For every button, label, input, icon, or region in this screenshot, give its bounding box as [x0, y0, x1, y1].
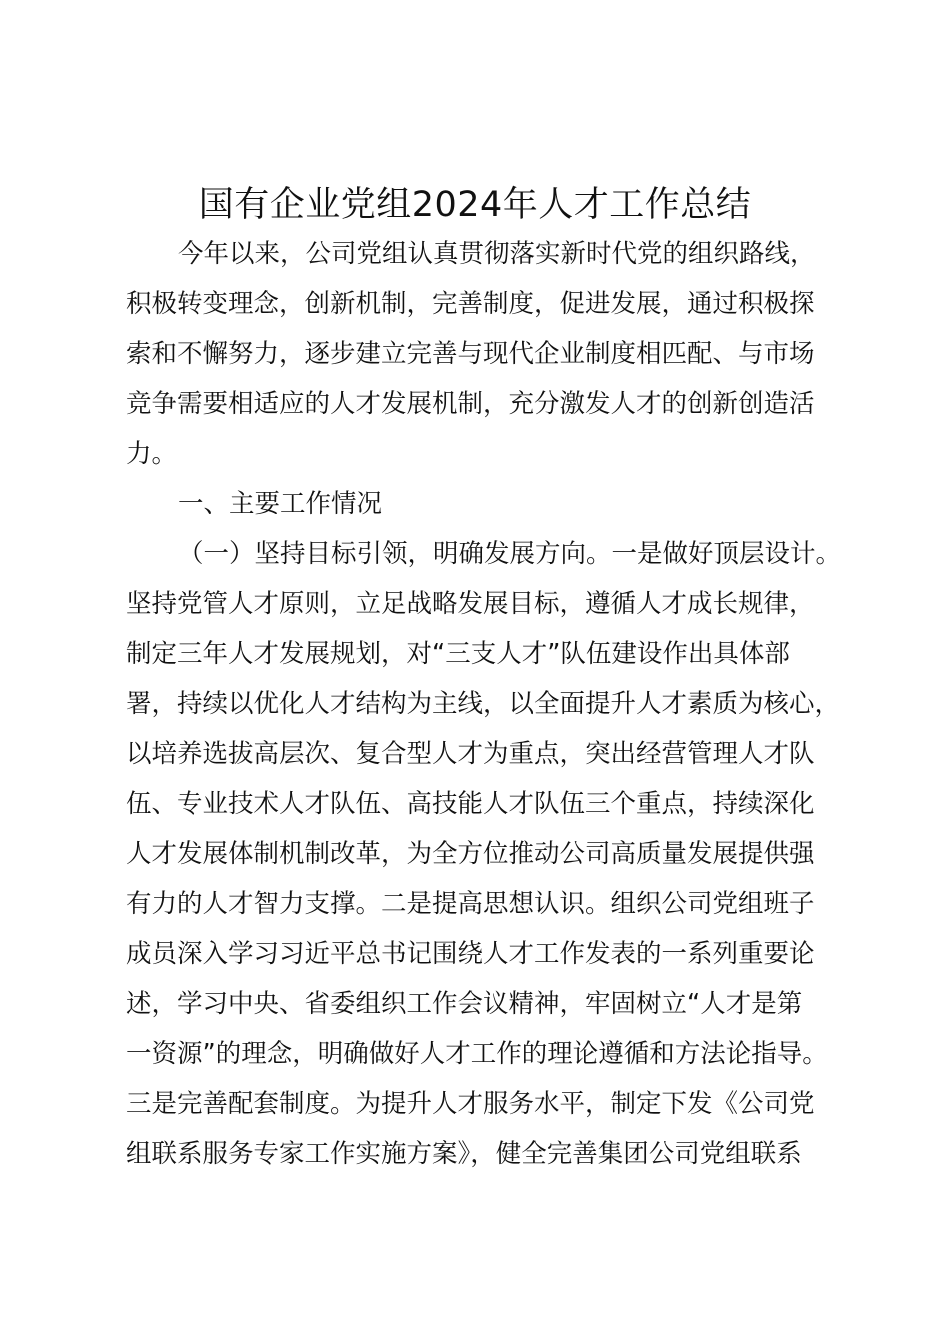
text-line: 人才发展体制机制改革，为全方位推动公司高质量发展提供强: [126, 839, 815, 869]
text-line: 伍、专业技术人才队伍、高技能人才队伍三个重点，持续深化: [126, 789, 815, 819]
text-line: 组联系服务专家工作实施方案》，健全完善集团公司党组联系: [126, 1139, 802, 1169]
text-line: 署，持续以优化人才结构为主线，以全面提升人才素质为核心，: [126, 689, 841, 719]
text-line: 索和不懈努力，逐步建立完善与现代企业制度相匹配、与市场: [126, 339, 815, 369]
text-line: 以培养选拔高层次、复合型人才为重点，突出经营管理人才队: [126, 739, 815, 769]
text-line: 坚持党管人才原则，立足战略发展目标，遵循人才成长规律，: [126, 589, 815, 619]
section-heading: 一、主要工作情况: [178, 489, 383, 519]
text-line: 述，学习中央、省委组织工作会议精神，牢固树立“人才是第: [126, 989, 803, 1019]
document-title: 国有企业党组2024年人才工作总结: [198, 185, 752, 225]
text-line: 成员深入学习习近平总书记围绕人才工作发表的一系列重要论: [126, 939, 815, 969]
text-line: 一资源”的理念，明确做好人才工作的理论遵循和方法论指导。: [126, 1039, 828, 1069]
text-line: 力。: [126, 439, 178, 469]
text-line: 竞争需要相适应的人才发展机制，充分激发人才的创新创造活: [126, 389, 815, 419]
text-line: （一）坚持目标引领，明确发展方向。一是做好顶层设计。: [178, 539, 842, 569]
text-line: 积极转变理念，创新机制，完善制度，促进发展，通过积极探: [126, 289, 815, 319]
text-line: 有力的人才智力支撑。二是提高思想认识。组织公司党组班子: [126, 889, 815, 919]
text-line: 三是完善配套制度。为提升人才服务水平，制定下发《公司党: [126, 1089, 815, 1119]
text-line: 制定三年人才发展规划，对“三支人才”队伍建设作出具体部: [126, 639, 790, 669]
text-line: 今年以来，公司党组认真贯彻落实新时代党的组织路线，: [178, 239, 816, 269]
